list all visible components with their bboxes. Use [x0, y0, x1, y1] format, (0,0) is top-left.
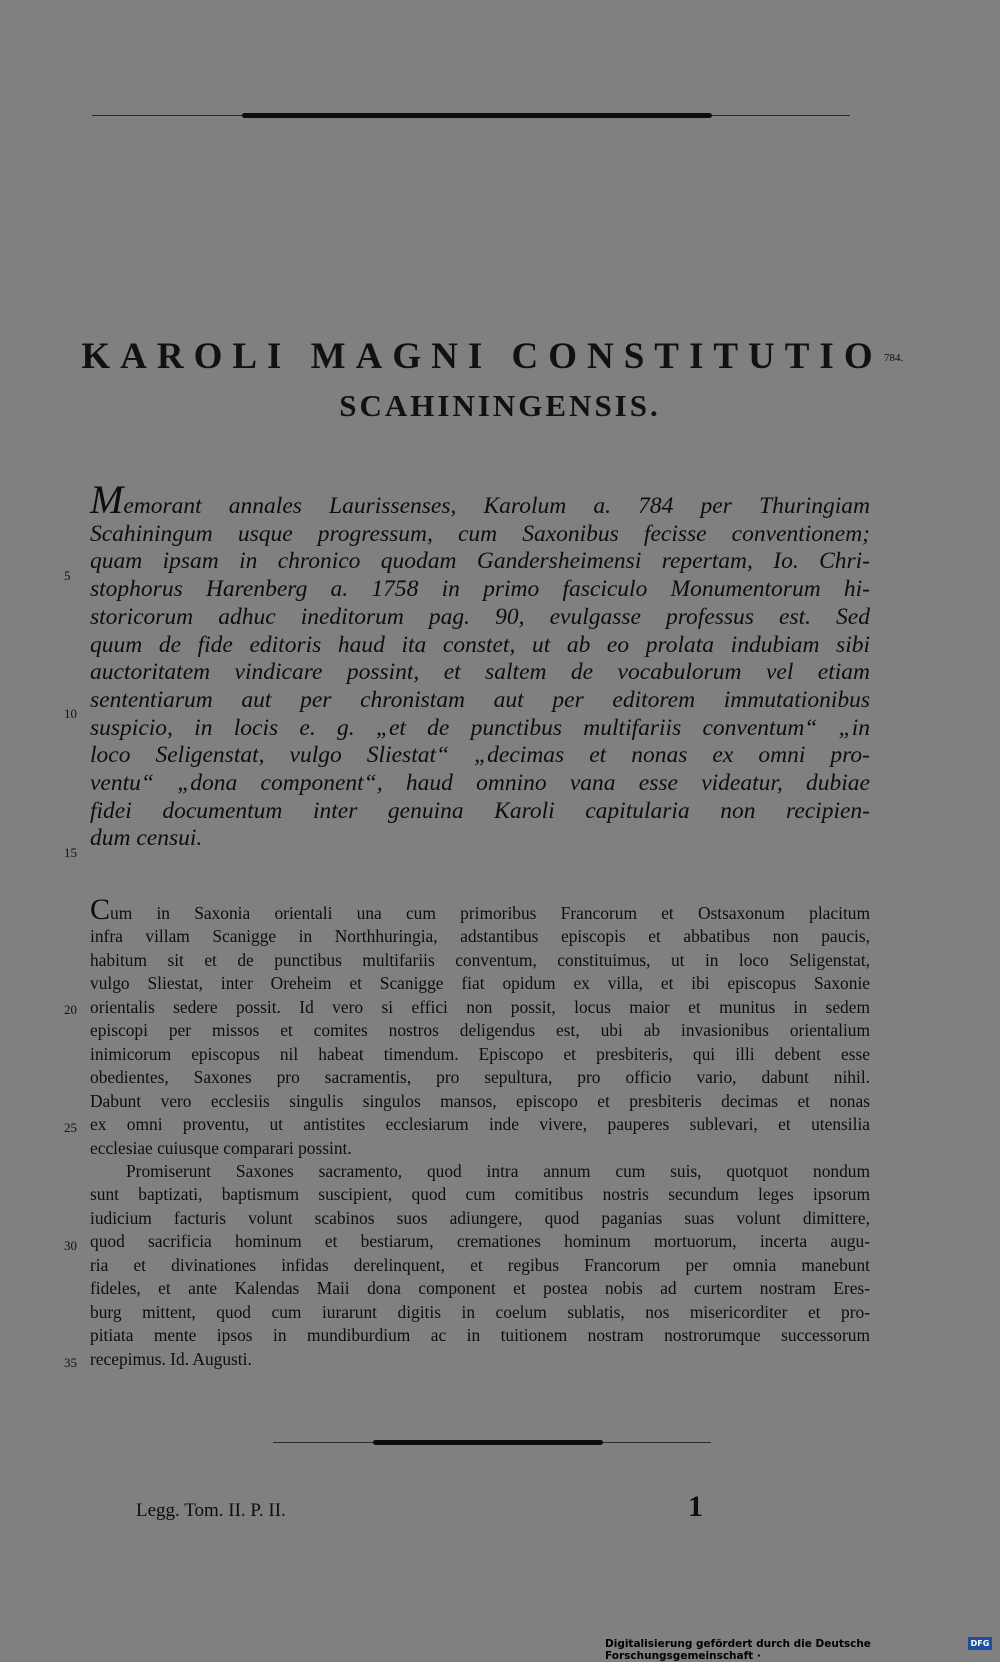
body-line: Cum in Saxonia orientali una cum primoribus Francorum et Ostsaxonum placitum	[90, 893, 870, 926]
body-line: quod sacrificia hominum et bestiarum, cremationes hominum mortuorum, incerta augu-	[90, 1231, 870, 1252]
intro-dropcap: M	[90, 477, 124, 522]
title-line-2: SCAHININGENSIS.	[339, 388, 661, 423]
intro-line: ventu“ „dona component“, haud omnino vana esse videatur, dubiae	[90, 770, 870, 797]
title-line-1: KAROLI MAGNI CONSTITUTIO	[81, 336, 883, 377]
body-line: vulgo Sliestat, inter Oreheim et Scanigge fiat opidum ex villa, et ibi episcopus Saxonie	[90, 973, 870, 994]
body-line: ex omni proventu, ut antistites ecclesiarum inde vivere, pauperes sublevari, et utensilia	[90, 1114, 870, 1135]
body-line: Promiserunt Saxones sacramento, quod intra annum cum suis, quotquot nondum	[126, 1160, 870, 1181]
intro-line: Memorant annales Laurissenses, Karolum a. 784 per Thuringiam	[90, 477, 870, 522]
body-line: iudicium facturis volunt scabinos suos adiungere, quod paganias suas volunt dimittere,	[90, 1207, 870, 1228]
body-line: sunt baptizati, baptismum suscipient, quod cum comitibus nostris secundum leges ipsorum	[90, 1184, 870, 1205]
intro-line: sententiarum aut per chronistam aut per editorem immutationibus	[90, 686, 870, 713]
body-line: Dabunt vero ecclesiis singulis singulos mansos, episcopo et presbiteris decimas et nonas	[90, 1090, 870, 1111]
body-line: fideles, et ante Kalendas Maii dona component et postea nobis ad curtem nostram Eres-	[90, 1278, 870, 1299]
margin-year: 784.	[884, 352, 904, 364]
line-number: 30	[64, 1238, 77, 1253]
volume-reference: Legg. Tom. II. P. II.	[136, 1500, 286, 1521]
body-line: orientalis sedere possit. Id vero si effici non possit, locus maior et munitus in sedem	[90, 996, 870, 1017]
line-number: 20	[64, 1002, 77, 1017]
intro-line: fidei documentum inter genuina Karoli capitularia non recipien-	[90, 797, 870, 824]
body-line: obedientes, Saxones pro sacramentis, pro sepultura, pro officio vario, dabunt nihil.	[90, 1067, 870, 1088]
body-line: burg mittent, quod cum iurarunt digitis in coelum sublatis, nos misericorditer et pro-	[90, 1301, 870, 1322]
intro-line: stophorus Harenberg a. 1758 in primo fasciculo Monumentorum hi-	[90, 576, 870, 603]
line-number: 5	[64, 568, 71, 583]
dfg-logo: DFG	[968, 1637, 992, 1650]
intro-line: storicorum adhuc ineditorum pag. 90, evulgasse professus est. Sed	[90, 603, 870, 630]
body-line: episcopi per missos et comites nostros deligendus est, ubi ab invasionibus orientalium	[90, 1020, 870, 1041]
intro-line: loco Seligenstat, vulgo Sliestat“ „decimas et nonas ex omni pro-	[90, 742, 870, 769]
line-number: 15	[64, 845, 77, 860]
body-line: infra villam Scanigge in Northhuringia, adstantibus episcopis et abbatibus non paucis,	[90, 926, 870, 947]
intro-line: Scahiningum usque progressum, cum Saxonibus fecisse conventionem;	[90, 520, 870, 547]
intro-line: suspicio, in locis e. g. „et de punctibus multifariis conventum“ „in	[90, 714, 870, 741]
page-number: 1	[688, 1490, 703, 1523]
intro-line: quum de fide editoris haud ita constet, ut ab eo prolata indubiam sibi	[90, 631, 870, 658]
intro-line: dum censui.	[90, 825, 203, 852]
body-dropcap: C	[90, 893, 111, 926]
body-line: inimicorum episcopus nil habeat timendum. Episcopo et presbiteris, qui illi debent esse	[90, 1043, 870, 1064]
body-line: ria et divinationes infidas derelinquent, et regibus Francorum per omnia manebunt	[90, 1254, 870, 1275]
line-number: 25	[64, 1120, 77, 1135]
line-number: 35	[64, 1355, 77, 1370]
body-line: ecclesiae cuiusque comparari possint.	[90, 1137, 352, 1158]
digitization-credit: Digitalisierung gefördert durch die Deutsche Forschungsgemeinschaft ·	[605, 1638, 871, 1662]
body-line: pitiata mente ipsos in mundiburdium ac in tuitionem nostram nostrorumque successorum	[90, 1325, 870, 1346]
body-line: recepimus. Id. Augusti.	[90, 1348, 252, 1369]
line-number: 10	[64, 706, 77, 721]
constitution-text	[90, 893, 870, 1371]
introduction	[90, 477, 870, 853]
intro-line: quam ipsam in chronico quodam Gandersheimensi repertam, Io. Chri-	[90, 548, 870, 575]
intro-line: auctoritatem vindicare possint, et saltem de vocabulorum vel etiam	[90, 659, 870, 686]
body-line: habitum sit et de punctibus multifariis conventum, constituimus, ut in loco Seligenstat,	[90, 949, 870, 970]
